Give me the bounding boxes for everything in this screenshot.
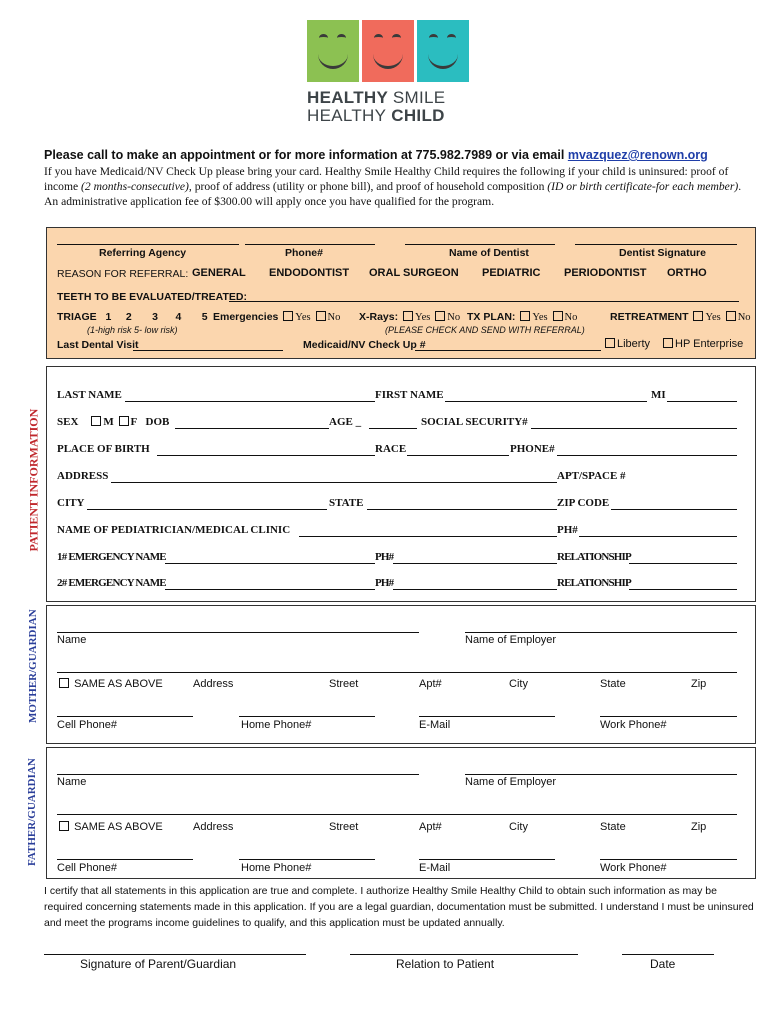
ssn-field[interactable]: [531, 428, 737, 429]
address-field[interactable]: [111, 482, 557, 483]
emergencies-no-checkbox[interactable]: [316, 311, 326, 321]
state-field[interactable]: [367, 509, 557, 510]
sex-f-checkbox[interactable]: [119, 416, 129, 426]
father-email-field[interactable]: [419, 859, 555, 860]
zip-label: ZIP CODE: [557, 497, 610, 509]
race-field[interactable]: [407, 455, 509, 456]
emergency1-relationship-label: RELATIONSHIP: [557, 551, 631, 563]
retreatment-no-checkbox[interactable]: [726, 311, 736, 321]
ph-label: PH#: [557, 524, 578, 536]
emergency1-ph-label: PH#: [375, 551, 394, 563]
pob-label: PLACE OF BIRTH: [57, 443, 150, 455]
father-cell-label: Cell Phone#: [57, 862, 117, 874]
txplan-row: TX PLAN: Yes No: [467, 311, 578, 323]
reason-pediatric[interactable]: PEDIATRIC: [482, 267, 541, 279]
txplan-no-checkbox[interactable]: [553, 311, 563, 321]
logo-tile-green: [307, 20, 359, 82]
pob-field[interactable]: [157, 455, 375, 456]
mother-name-label: Name: [57, 634, 87, 646]
mother-home-field[interactable]: [239, 716, 375, 717]
liberty-checkbox[interactable]: [605, 338, 615, 348]
mother-work-label: Work Phone#: [600, 719, 667, 731]
hp-checkbox[interactable]: [663, 338, 673, 348]
date-field[interactable]: [622, 954, 714, 955]
teeth-field[interactable]: [229, 301, 739, 302]
triage-row: TRIAGE 1 2 3 4 5: [57, 311, 208, 323]
mi-field[interactable]: [667, 401, 737, 402]
medicaid-field[interactable]: [415, 350, 601, 351]
sex-row: SEX M F DOB: [57, 416, 170, 428]
emergencies-row: Emergencies Yes No: [213, 311, 341, 323]
last-name-field[interactable]: [125, 401, 375, 402]
retreatment-yes-checkbox[interactable]: [693, 311, 703, 321]
emergency1-label: 1# EMERGENCY NAME: [57, 551, 166, 563]
pediatrician-field[interactable]: [299, 536, 557, 537]
txplan-yes-checkbox[interactable]: [520, 311, 530, 321]
father-name-field[interactable]: [57, 774, 419, 775]
father-apt-label: Apt#: [419, 821, 442, 833]
reason-general[interactable]: GENERAL: [192, 267, 246, 279]
emergency1-relationship-field[interactable]: [629, 563, 737, 564]
mother-employer-field[interactable]: [465, 632, 737, 633]
mother-name-field[interactable]: [57, 632, 419, 633]
mother-zip-label: Zip: [691, 678, 707, 690]
city-label: CITY: [57, 497, 85, 509]
dentist-name-label: Name of Dentist: [449, 247, 529, 259]
mother-cell-field[interactable]: [57, 716, 193, 717]
father-employer-field[interactable]: [465, 774, 737, 775]
address-label: ADDRESS: [57, 470, 109, 482]
intro-paragraph: If you have Medicaid/NV Check Up please bring your card. Healthy Smile Healthy Child requires the following if your child is uninsured: proof of income (2 months-consecutive), proof of address (utility or phone bill), and proof of household composition (ID or birth certificate-for each member). An administrative application fee of $300.00 will apply once you have qualified for the program.: [44, 165, 742, 208]
father-zip-label: Zip: [691, 821, 707, 833]
mother-address-field[interactable]: [57, 672, 737, 673]
apt-label: APT/SPACE #: [557, 470, 626, 482]
reason-label: REASON FOR REFERRAL:: [57, 268, 189, 280]
reason-periodontist[interactable]: PERIODONTIST: [564, 267, 647, 279]
father-address-label: Address: [193, 821, 234, 833]
liberty-option[interactable]: Liberty: [603, 338, 650, 350]
father-section: [46, 747, 756, 879]
state-label: STATE: [329, 497, 364, 509]
mother-apt-label: Apt#: [419, 678, 442, 690]
sex-m-checkbox[interactable]: [91, 416, 101, 426]
mother-city-label: City: [509, 678, 528, 690]
dob-field[interactable]: [175, 428, 329, 429]
logo-text-line1: HEALTHY SMILE: [307, 88, 446, 107]
ssn-label: SOCIAL SECURITY#: [421, 416, 528, 428]
emergency2-label: 2# EMERGENCY NAME: [57, 577, 166, 589]
last-visit-field[interactable]: [133, 350, 283, 351]
mother-home-label: Home Phone#: [241, 719, 312, 731]
phone-label-patient: PHONE#: [510, 443, 555, 455]
mother-email-field[interactable]: [419, 716, 555, 717]
emergency2-ph-label: PH#: [375, 577, 394, 589]
father-work-label: Work Phone#: [600, 862, 667, 874]
age-label: AGE _: [329, 416, 362, 428]
logo-text-line2: HEALTHY CHILD: [307, 106, 445, 125]
patient-section: [46, 366, 756, 602]
relation-label: Relation to Patient: [396, 957, 495, 971]
reason-ortho[interactable]: ORTHO: [667, 267, 707, 279]
father-city-label: City: [509, 821, 528, 833]
hp-option[interactable]: HP Enterprise: [661, 338, 743, 350]
father-home-label: Home Phone#: [241, 862, 312, 874]
father-employer-label: Name of Employer: [465, 776, 557, 788]
triage-4[interactable]: 4: [175, 311, 182, 323]
mother-same-option[interactable]: SAME AS ABOVE: [57, 678, 163, 690]
emergencies-yes-checkbox[interactable]: [283, 311, 293, 321]
father-cell-field[interactable]: [57, 859, 193, 860]
father-street-label: Street: [329, 821, 359, 833]
triage-3[interactable]: 3: [152, 311, 158, 323]
zip-field[interactable]: [611, 509, 737, 510]
mother-cell-label: Cell Phone#: [57, 719, 117, 731]
check-note: (PLEASE CHECK AND SEND WITH REFERRAL): [385, 325, 585, 335]
relation-field[interactable]: [350, 954, 578, 955]
triage-note: (1-high risk 5- low risk): [87, 325, 178, 335]
mother-email-label: E-Mail: [419, 719, 451, 731]
teeth-label: TEETH TO BE EVALUATED/TREATED:: [57, 291, 247, 303]
emergency1-field[interactable]: [165, 563, 375, 564]
emergency2-relationship-label: RELATIONSHIP: [557, 577, 631, 589]
last-name-label: LAST NAME: [57, 389, 122, 401]
emergency2-phone-field[interactable]: [393, 589, 557, 590]
mother-state-label: State: [600, 678, 626, 690]
first-name-label: FIRST NAME: [375, 389, 444, 401]
father-same-checkbox[interactable]: [59, 821, 69, 831]
emergency1-phone-field[interactable]: [393, 563, 557, 564]
mother-work-field[interactable]: [600, 716, 737, 717]
parent-signature-field[interactable]: [44, 954, 306, 955]
date-label: Date: [650, 957, 676, 971]
triage-5[interactable]: 5: [201, 311, 208, 323]
phone-label: Phone#: [285, 247, 323, 259]
father-work-field[interactable]: [600, 859, 737, 860]
father-address-field[interactable]: [57, 814, 737, 815]
mother-section-label: MOTHER/GUARDIAN: [27, 609, 39, 723]
first-name-field[interactable]: [445, 401, 647, 402]
xrays-row: X-Rays: Yes No: [359, 311, 461, 323]
triage-2[interactable]: 2: [125, 311, 132, 323]
triage-1[interactable]: 1: [105, 311, 112, 323]
pediatrician-label: NAME OF PEDIATRICIAN/MEDICAL CLINIC: [57, 524, 291, 536]
logo-tile-red: [362, 20, 414, 82]
mother-employer-label: Name of Employer: [465, 634, 557, 646]
parent-signature-label: Signature of Parent/Guardian: [80, 957, 237, 971]
father-home-field[interactable]: [239, 859, 375, 860]
father-state-label: State: [600, 821, 626, 833]
xrays-yes-checkbox[interactable]: [403, 311, 413, 321]
pediatrician-phone-field[interactable]: [579, 536, 737, 537]
retreatment-row: RETREATMENT Yes No: [610, 311, 751, 323]
mother-address-label: Address: [193, 678, 234, 690]
logo-tile-teal: [417, 20, 469, 82]
father-section-label: FATHER/GUARDIAN: [26, 758, 38, 866]
reason-endodontist[interactable]: ENDODONTIST: [269, 267, 350, 279]
xrays-no-checkbox[interactable]: [435, 311, 445, 321]
reason-oral-surgeon[interactable]: ORAL SURGEON: [369, 267, 459, 279]
referring-agency-label: Referring Agency: [99, 247, 187, 259]
race-label: RACE: [375, 443, 407, 455]
mi-label: MI: [651, 389, 666, 401]
mother-street-label: Street: [329, 678, 359, 690]
call-info: Please call to make an appointment or for more information at 775.982.7989 or via email mvazquez@renown.org: [44, 148, 708, 162]
emergency2-relationship-field[interactable]: [629, 589, 737, 590]
patient-phone-field[interactable]: [557, 455, 737, 456]
referral-section: [46, 227, 756, 359]
city-field[interactable]: [87, 509, 327, 510]
medicaid-label: Medicaid/NV Check Up #: [303, 339, 426, 351]
father-same-option[interactable]: SAME AS ABOVE: [57, 821, 163, 833]
emergency2-field[interactable]: [165, 589, 375, 590]
patient-section-label: PATIENT INFORMATION: [26, 408, 41, 552]
mother-section: [46, 605, 756, 744]
certification-text: I certify that all statements in this application are true and complete. I authorize Healthy Smile Healthy Child to obtain such information as may be required concerning statements made in this application. If you are a legal guardian, documentation must be submitted. I understand I must be uninsured and meet the programs income guidelines to qualify, and this application must be updated annually.: [44, 885, 754, 929]
dentist-signature-label: Dentist Signature: [619, 247, 706, 259]
father-name-label: Name: [57, 776, 87, 788]
father-email-label: E-Mail: [419, 862, 451, 874]
email-link[interactable]: mvazquez@renown.org: [567, 148, 708, 162]
age-field[interactable]: [369, 428, 417, 429]
mother-same-checkbox[interactable]: [59, 678, 69, 688]
last-visit-label: Last Dental Visit: [57, 339, 139, 351]
